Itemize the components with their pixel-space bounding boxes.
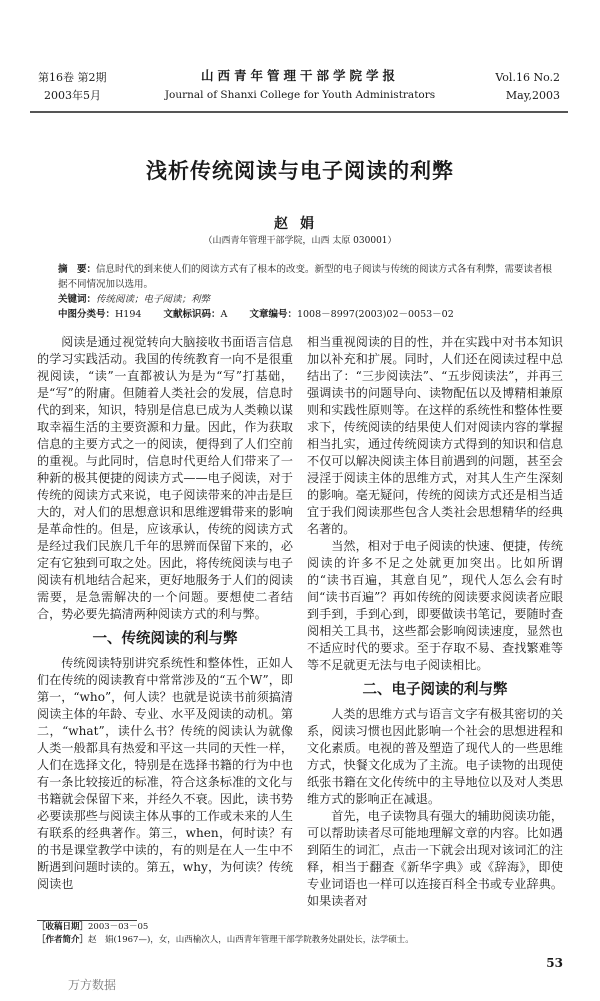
paragraph: 相当重视阅读的目的性，并在实践中对书本知识加以补充和扩展。同时，人们还在阅读过程中总结出了：“三步阅读法”、“五步阅读法”，并再三强调读书的问题导向、读物配伍以及博精相兼原则和实践性原则等。在这样的系统性和整体性要求下，传统阅读的结果使人们对阅读内容的掌握相当扎实，通过传统阅读方式得到的知识和信息不仅可以解决阅读主体目前遇到的问题，甚至会浸淫于阅读主体的思维方式，对其人生产生深刻的影响。毫无疑问，传统的阅读方式还是相当适宜于我们阅读那些包含人类社会思想精华的经典名著的。 <box>307 335 563 536</box>
paragraph: 人类的思维方式与语言文字有极其密切的关系，阅读习惯也因此影响一个社会的思想进程和文化素质。电视的普及塑造了现代人的一些思维方式，快餐文化成为了主流。电子读物的出现使纸张书籍在文化传统中的主导地位以及对人类思维方式的影响正在减退。 <box>307 707 563 806</box>
doc-code-value: A <box>220 309 228 320</box>
abstract <box>58 262 556 292</box>
section-heading-2: 二、电子阅读的利与弊 <box>362 682 508 698</box>
bio-value: 赵 娟(1967—)，女，山西榆次人，山西青年管理干部学院教务处副处长，法学硕士。 <box>88 935 414 945</box>
masthead <box>0 0 600 118</box>
received-date <box>37 921 563 934</box>
keywords <box>58 292 556 307</box>
clc-label: 中图分类号： <box>58 309 116 320</box>
author-bio <box>37 934 563 947</box>
keywords-text: 传统阅读；电子阅读；利弊 <box>96 294 211 305</box>
abstract-label: 摘 要： <box>58 264 97 275</box>
paragraph: 阅读是通过视觉转向大脑接收书面语言信息的学习实践活动。我国的传统教育一向不是很重视阅读，“读”一直都被认为是为“写”打基础，是“写”的附庸。但随着人类社会的发展，信息时代的到来，知识，特别是信息已成为人类赖以谋取幸福生活的主要资源和力量。因此，作为获取信息的主要方式之一的阅读，便得到了人们空前的重视。与此同时，信息时代更给人们带来了一种新的极其便捷的阅读方式——电子阅读，对于传统的阅读方式来说，电子阅读带来的冲击是巨大的，对人们的思想意识和思维逻辑带来的影响是革命性的。但是，应该承认，传统的阅读方式是经过我们民族几千年的思辨而保留下来的，必定有它独到可取之处。因此，将传统阅读与电子阅读有机地结合起来，更好地服务于人们的阅读需要，是急需解决的一个问题。要想使二者结合，势必要先搞清两种阅读方式的利与弊。 <box>37 335 293 621</box>
paragraph: 当然，相对于电子阅读的快速、便捷，传统阅读的许多不足之处就更加突出。比如所谓的“读书百遍，其意自见”，现代人怎么会有时间“读书百遍”？再如传统的阅读要求阅读者应眼到手到，手到心到，即要做读书笔记，要随时查阅相关工具书，这些都会影响阅读速度，显然也不适应时代的要求。至于存取不易、查找繁难等等不足就更无法与电子阅读相比。 <box>307 539 563 672</box>
paragraph: 首先，电子读物具有强大的辅助阅读功能，可以帮助读者尽可能地理解文章的内容。比如遇到陌生的词汇，点击一下就会出现对该词汇的注释，相当于翻查《新华字典》或《辞海》，即使专业词语也一样可以连接百科全书或专业辞典。如果读者对 <box>307 809 563 908</box>
article-no-label: 文章编号： <box>249 309 297 320</box>
received-value: 2003－03－05 <box>88 922 149 932</box>
clc-value: H194 <box>115 309 142 320</box>
date-en: May,2003 <box>505 89 560 102</box>
issue-date-cn: 2003年5月 <box>44 89 101 102</box>
classification-line <box>58 307 556 322</box>
right-column <box>307 334 563 910</box>
body-columns <box>37 334 563 910</box>
article-title: 浅析传统阅读与电子阅读的利弊 <box>146 159 454 183</box>
header-rule <box>30 111 568 113</box>
abstract-block <box>58 262 556 322</box>
journal-name-en: Journal of Shanxi College for Youth Administrators <box>164 89 436 101</box>
volume-issue: 第16卷 第2期 <box>38 71 107 84</box>
left-column <box>37 334 293 910</box>
received-label: ［收稿日期］ <box>37 922 89 932</box>
volume-en: Vol.16 No.2 <box>495 71 560 84</box>
paragraph: 传统阅读特别讲究系统性和整体性，正如人们在传统的阅读教育中常常涉及的“五个W”，即第一，“who”，何人读？也就是说读书前须搞清阅读主体的年龄、专业、水平及阅读的动机。第二，“what”，读什么书？传统的阅读认为就像人类一般都具有热爱和平这一共同的天性一样，人们在选择文化，特别是在选择书籍的行为中也有一条比较接近的标准，符合这条标准的文化与书籍就会保留下来，并经久不衰。因此，读书势必要读那些与阅读主体从事的工作或未来的人生有联系的经典著作。第三，when，何时读？有的书是课堂教学中读的，有的则是在人一生中不断遇到问题时读的。第五，why，为何读？传统阅读也 <box>37 656 293 891</box>
section-heading-1: 一、传统阅读的利与弊 <box>92 631 238 647</box>
author-name: 赵娟 <box>274 216 326 232</box>
keywords-label: 关键词： <box>58 294 97 305</box>
journal-name-cn: 山西青年管理干部学院学报 <box>200 68 399 83</box>
abstract-text: 信息时代的到来使人们的阅读方式有了根本的改变。新型的电子阅读与传统的阅读方式各有利弊，需要读者根据不同情况加以选用。 <box>58 264 553 290</box>
author-affiliation: （山西青年管理干部学院，山西 太原 030001） <box>203 236 397 246</box>
bio-label: ［作者简介］ <box>37 935 89 945</box>
article-flow <box>0 157 600 993</box>
article-no-value: 1008－8997(2003)02－0053－02 <box>296 309 454 320</box>
watermark: 万方数据 <box>68 978 117 992</box>
doc-code-label: 文献标识码： <box>163 309 221 320</box>
page-number: 53 <box>546 956 563 970</box>
